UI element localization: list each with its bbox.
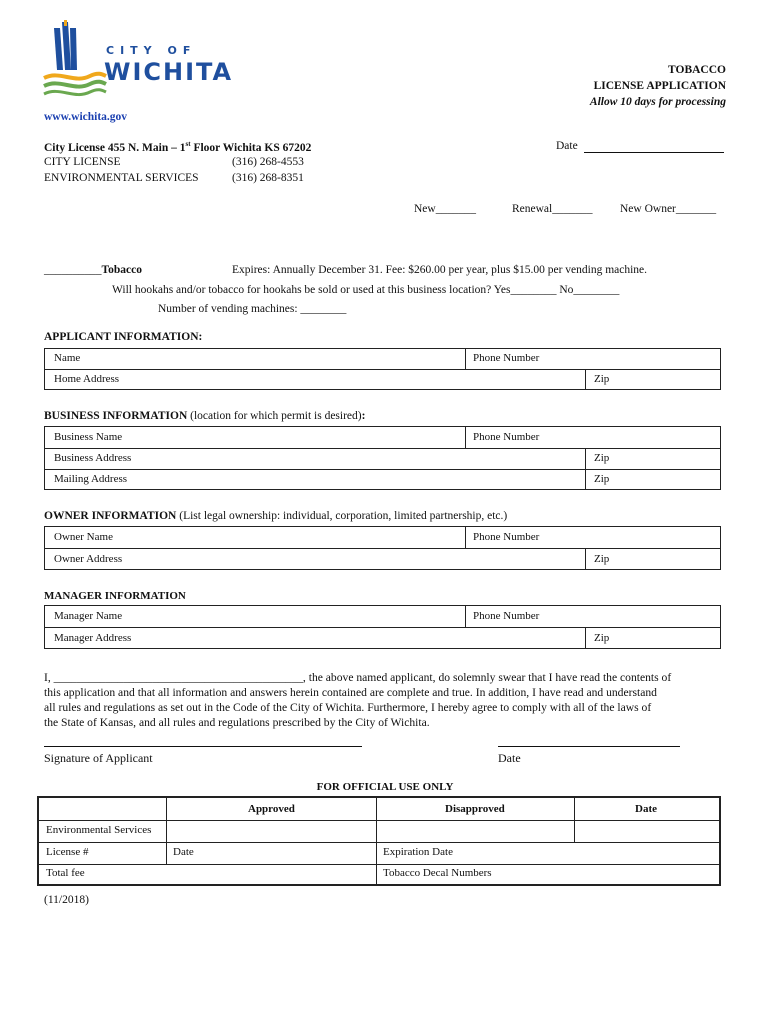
owner-address-label: Owner Address — [54, 553, 123, 565]
applicant-name-input[interactable] — [85, 352, 455, 364]
city-logo — [40, 18, 234, 100]
applicant-phone-label: Phone Number — [473, 352, 540, 364]
city-license-phone: (316) 268-4553 — [232, 156, 304, 168]
applicant-col-divider — [465, 349, 466, 369]
date-label: Date — [556, 140, 578, 152]
signature-line[interactable] — [44, 746, 362, 747]
official-expiration: Expiration Date — [383, 846, 453, 858]
env-services-phone: (316) 268-8351 — [232, 172, 304, 184]
mailing-address-label: Mailing Address — [54, 473, 128, 485]
manager-row-divider — [45, 627, 720, 628]
official-col-divider-1 — [166, 798, 167, 864]
official-date-cell: Date — [173, 846, 194, 858]
tobacco-label: Tobacco — [101, 264, 142, 276]
tobacco-expires: Expires: Annually December 31. Fee: $260.00 per year, plus $15.00 per vending machine. — [232, 264, 648, 276]
manager-phone-input[interactable] — [545, 610, 715, 622]
business-phone-input[interactable] — [545, 431, 715, 443]
business-heading-rest: (location for which permit is desired) — [187, 410, 362, 422]
official-total-fee: Total fee — [46, 867, 85, 879]
processing-note: Allow 10 days for processing — [589, 96, 726, 108]
manager-address-input[interactable] — [145, 632, 575, 644]
applicant-home-address-label: Home Address — [54, 373, 120, 385]
mailing-zip-input[interactable] — [615, 473, 715, 485]
contact-line-sup: st — [185, 140, 191, 148]
business-heading-colon: : — [361, 410, 366, 422]
form-title-2: LICENSE APPLICATION — [593, 80, 726, 92]
contact-line-suffix: Floor Wichita KS 67202 — [190, 141, 312, 154]
business-heading-bold: BUSINESS INFORMATION — [44, 410, 188, 422]
tobacco-line — [44, 264, 142, 276]
owner-heading-rest: (List legal ownership: individual, corporation, limited partnership, etc.) — [176, 510, 508, 522]
hookah-question[interactable]: Will hookahs and/or tobacco for hookahs be sold or used at this business location? Yes________ No________ — [112, 284, 620, 296]
applicant-phone-input[interactable] — [545, 352, 715, 364]
owner-heading — [44, 510, 507, 522]
official-env-services: Environmental Services — [46, 824, 152, 836]
tobacco-blank[interactable]: __________ — [44, 264, 102, 276]
status-new-owner[interactable]: New Owner_______ — [620, 203, 717, 215]
applicant-zip-input[interactable] — [615, 373, 715, 385]
business-address-label: Business Address — [54, 452, 132, 464]
applicant-zip-divider — [585, 369, 586, 389]
oath-line-3: all rules and regulations as set out in the Code of the City of Wichita. Furthermore, I hereby agree to comply with all of the laws of — [44, 701, 652, 714]
applicant-home-address-input[interactable] — [125, 373, 575, 385]
manager-name-input[interactable] — [135, 610, 455, 622]
owner-box — [44, 526, 721, 570]
manager-address-label: Manager Address — [54, 632, 132, 644]
manager-name-label: Manager Name — [54, 610, 123, 622]
official-date-header: Date — [635, 803, 657, 815]
business-col-divider — [465, 427, 466, 448]
official-row-divider-2 — [39, 842, 719, 843]
signature-date-label: Date — [498, 751, 521, 765]
official-col-divider-3 — [574, 798, 575, 842]
business-name-input[interactable] — [135, 431, 455, 443]
business-zip-input[interactable] — [615, 452, 715, 464]
applicant-row-divider — [45, 369, 720, 370]
oath-line-1: I, ___________________________________________, the above named applicant, do solemnly swear that I have read the contents of — [44, 671, 672, 684]
status-renewal[interactable]: Renewal_______ — [512, 203, 593, 215]
owner-phone-label: Phone Number — [473, 531, 540, 543]
official-decal: Tobacco Decal Numbers — [383, 867, 492, 879]
oath-line-4: the State of Kansas, and all rules and regulations prescribed by the City of Wichita. — [44, 716, 430, 729]
owner-heading-bold: OWNER INFORMATION — [44, 510, 177, 522]
owner-col-divider — [465, 527, 466, 548]
manager-zip-input[interactable] — [615, 632, 715, 644]
mailing-address-input[interactable] — [145, 473, 575, 485]
business-zip-label: Zip — [594, 452, 610, 464]
owner-name-input[interactable] — [125, 531, 455, 543]
business-phone-label: Phone Number — [473, 431, 540, 443]
signature-date-line[interactable] — [498, 746, 680, 747]
oath-line-2: this application and that all information and answers herein contained are complete and true. In addition, I have read and understand — [44, 686, 657, 699]
business-row-divider-1 — [45, 448, 720, 449]
owner-address-input[interactable] — [135, 553, 575, 565]
form-title-1: TOBACCO — [668, 64, 726, 76]
owner-phone-input[interactable] — [545, 531, 715, 543]
owner-zip-input[interactable] — [615, 553, 715, 565]
official-row-divider-3 — [39, 864, 719, 865]
manager-zip-label: Zip — [594, 632, 610, 644]
official-heading: FOR OFFICIAL USE ONLY — [316, 781, 454, 793]
city-license-label: CITY LICENSE — [44, 156, 121, 168]
business-box — [44, 426, 721, 490]
official-col-divider-2 — [376, 798, 377, 884]
manager-phone-label: Phone Number — [473, 610, 540, 622]
business-zip-divider — [585, 448, 586, 489]
official-disapproved-header: Disapproved — [445, 803, 505, 815]
website-link[interactable]: www.wichita.gov — [44, 111, 128, 123]
owner-name-label: Owner Name — [54, 531, 113, 543]
manager-heading: MANAGER INFORMATION — [44, 590, 186, 602]
vending-count[interactable]: Number of vending machines: ________ — [158, 303, 347, 315]
contact-line-prefix: City License 455 N. Main – 1 — [44, 141, 186, 154]
business-heading — [44, 410, 365, 422]
applicant-box — [44, 348, 721, 390]
signature-label: Signature of Applicant — [44, 751, 153, 765]
mailing-zip-label: Zip — [594, 473, 610, 485]
applicant-heading: APPLICANT INFORMATION: — [44, 331, 203, 343]
official-approved-header: Approved — [248, 803, 295, 815]
manager-box — [44, 605, 721, 649]
date-underline[interactable] — [584, 152, 724, 153]
status-new[interactable]: New_______ — [414, 203, 476, 215]
contact-line — [44, 140, 311, 154]
owner-zip-divider — [585, 548, 586, 569]
applicant-zip-label: Zip — [594, 373, 610, 385]
logo-wichita: WICHITA — [104, 58, 234, 86]
official-table — [37, 796, 721, 886]
business-address-input[interactable] — [145, 452, 575, 464]
revision-date: (11/2018) — [44, 894, 89, 906]
official-row-divider-1 — [39, 820, 719, 821]
business-row-divider-2 — [45, 469, 720, 470]
manager-zip-divider — [585, 627, 586, 648]
official-license-no: License # — [46, 846, 89, 858]
applicant-name-label: Name — [54, 352, 81, 364]
owner-zip-label: Zip — [594, 553, 610, 565]
business-name-label: Business Name — [54, 431, 123, 443]
env-services-label: ENVIRONMENTAL SERVICES — [44, 172, 199, 184]
owner-row-divider — [45, 548, 720, 549]
logo-city-of: CITY OF — [106, 44, 197, 57]
manager-col-divider — [465, 606, 466, 627]
